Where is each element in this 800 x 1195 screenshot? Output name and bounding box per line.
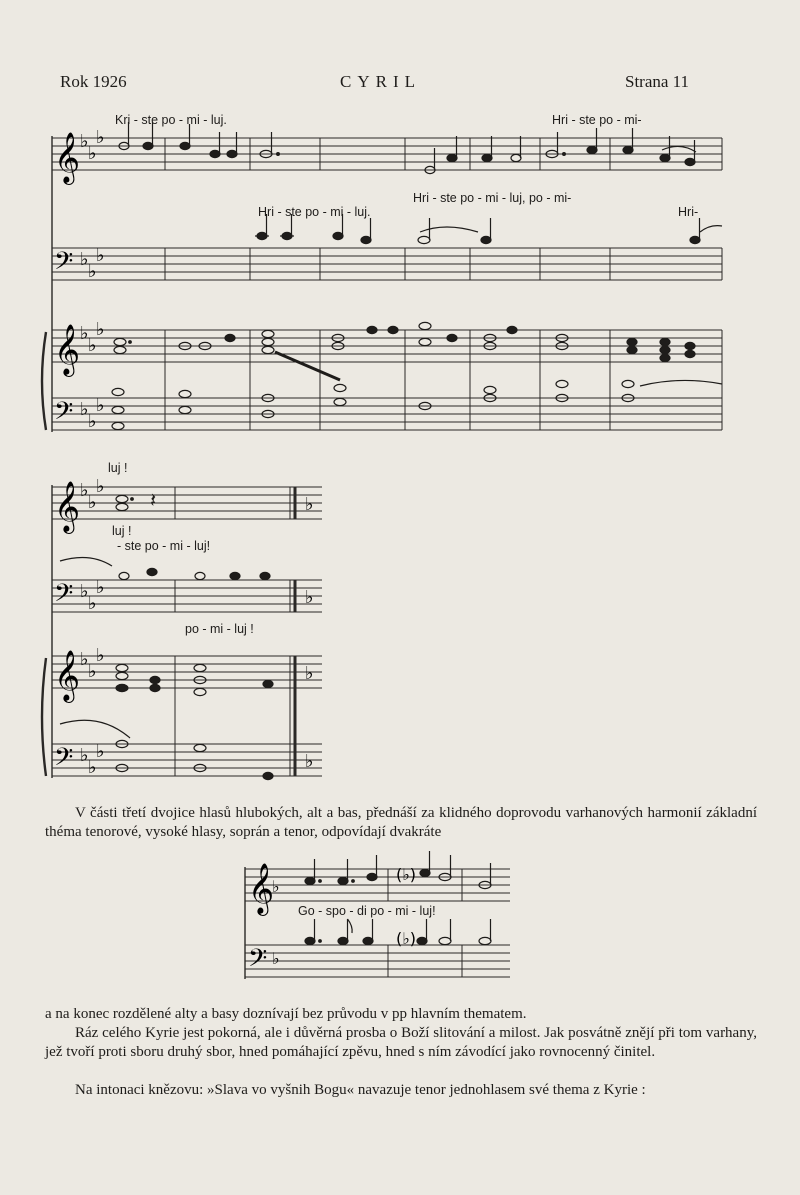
flat-sign: ♭ (272, 877, 280, 896)
example-staff-bass (245, 945, 510, 977)
bass-clef: 𝄢 (54, 398, 74, 431)
flat-sign: ♭ (96, 127, 105, 148)
paragraph: Ráz celého Kyrie jest pokorná, ale i důvěrná prosba o Boží slitování a milost. Jak posvátně znějí při tom varhany, jež tvoří proti sboru druhý sbor, hned pomáhající zpěvu, hned s ním závodící jako rovnocenný činitel. (45, 1025, 757, 1060)
example-staff-treble (245, 869, 510, 901)
rest: 𝄽 (150, 490, 157, 512)
lyrics-line: Hri - ste po - mi - luj. (258, 205, 371, 219)
flat-sign: ♭ (80, 249, 89, 270)
flat-sign: ♭ (88, 335, 97, 356)
lyrics-line: Hri - ste po - mi- (552, 113, 642, 127)
flat-sign: ♭ (80, 581, 89, 602)
lyrics-line: Hri- (678, 205, 699, 219)
flat-sign: ♭ (305, 494, 314, 515)
bass-clef: 𝄢 (54, 580, 74, 613)
paragraph: V části třetí dvojice hlasů hlubokých, alt a bas, přednáší za klidného doprovodu varhanových harmonií základní théma tenorové, vysoké hlasy, soprán a tenor, odpovídají dvakráte (45, 805, 757, 840)
treble-clef: 𝄞 (54, 325, 81, 374)
treble-clef: 𝄞 (54, 482, 81, 531)
treble-clef: 𝄞 (248, 864, 275, 913)
flat-sign: ♭ (96, 319, 105, 340)
flat-sign: ♭ (96, 577, 105, 598)
flat-sign: ♭ (88, 661, 97, 682)
flat-sign: ♭ (80, 131, 89, 152)
flat-sign: ♭ (96, 245, 105, 266)
header-year: Rok 1926 (60, 72, 127, 91)
system1-organ-treble (52, 330, 722, 362)
system1-organ-bass (52, 398, 722, 430)
flat-sign: ♭ (96, 741, 105, 762)
treble-clef: 𝄞 (54, 651, 81, 700)
paragraph: Na intonaci knězovu: »Slava vo vyšnih Bogu« navazuje tenor jednohlasem své thema z Kyrie : (75, 1082, 646, 1098)
header-page: Strana 11 (625, 72, 690, 91)
paragraph: a na konec rozdělené alty a basy doznívají bez průvodu v pp hlavním thematem. (45, 1006, 527, 1022)
flat-sign-parenthesized: (♭) (396, 865, 417, 884)
flat-sign-parenthesized: (♭) (396, 929, 417, 948)
flat-sign: ♭ (305, 663, 314, 684)
bass-clef: 𝄢 (54, 248, 74, 281)
flat-sign: ♭ (80, 745, 89, 766)
lyrics-line: Kri - ste po - mi - luj. (115, 113, 227, 127)
flat-sign: ♭ (96, 395, 105, 416)
flat-sign: ♭ (272, 949, 280, 968)
lyrics-line: luj ! (112, 524, 132, 538)
flat-sign: ♭ (80, 480, 89, 501)
lyrics-line: luj ! (108, 461, 128, 475)
lyrics-line: - ste po - mi - luj! (117, 539, 211, 553)
flat-sign: ♭ (88, 492, 97, 513)
flat-sign: ♭ (96, 476, 105, 497)
bass-clef: 𝄢 (248, 945, 268, 978)
flat-sign: ♭ (80, 649, 89, 670)
flat-sign: ♭ (88, 411, 97, 432)
lyrics-line: po - mi - luj ! (185, 622, 254, 636)
flat-sign: ♭ (88, 593, 97, 614)
treble-clef: 𝄞 (54, 133, 81, 182)
bass-clef: 𝄢 (54, 744, 74, 777)
flat-sign: ♭ (80, 399, 89, 420)
flat-sign: ♭ (305, 751, 314, 772)
flat-sign: ♭ (88, 757, 97, 778)
flat-sign: ♭ (96, 645, 105, 666)
header-title: CYRIL (340, 72, 421, 91)
lyrics-line: Hri - ste po - mi - luj, po - mi- (413, 191, 572, 205)
flat-sign: ♭ (80, 323, 89, 344)
lyrics-line: Go - spo - di po - mi - luj! (298, 904, 436, 918)
flat-sign: ♭ (305, 587, 314, 608)
system1-staff-bass (52, 248, 722, 280)
flat-sign: ♭ (88, 261, 97, 282)
flat-sign: ♭ (88, 143, 97, 164)
